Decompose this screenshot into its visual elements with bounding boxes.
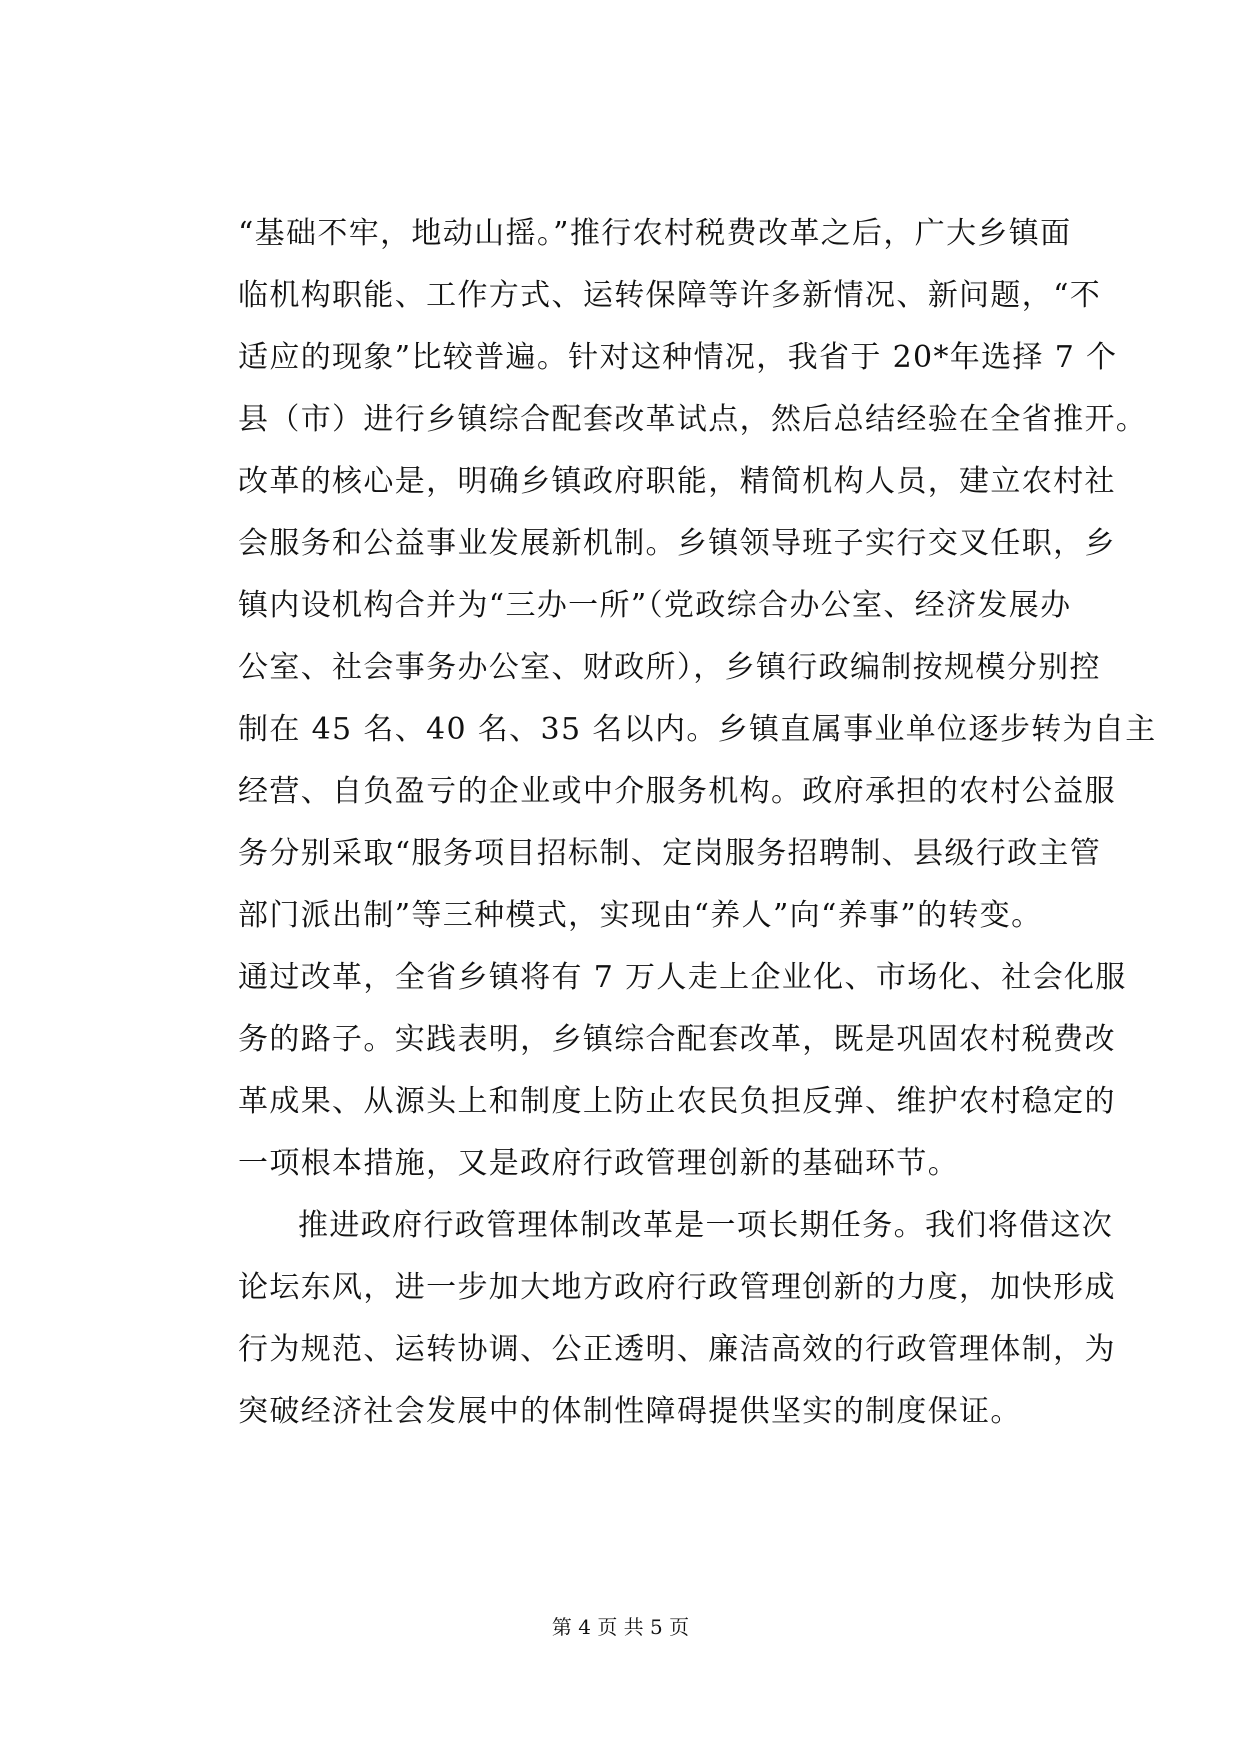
text-line: 推进政府行政管理体制改革是一项长期任务。我们将借这次 [298, 1208, 1114, 1243]
text-line: 通过改革，全省乡镇将有 7 万人走上企业化、市场化、社会化服 [238, 960, 1127, 995]
text-line: 公室、社会事务办公室、财政所），乡镇行政编制按规模分别控 [238, 650, 1101, 685]
text-line: 会服务和公益事业发展新机制。乡镇领导班子实行交叉任职，乡 [238, 526, 1116, 561]
text-line: “基础不牢，地动山摇。”推行农村税费改革之后，广大乡镇面 [238, 216, 1072, 251]
text-line: 镇内设机构合并为“三办一所”（党政综合办公室、经济发展办 [238, 588, 1072, 623]
text-line: 适应的现象”比较普遍。针对这种情况，我省于 20*年选择 7 个 [238, 340, 1118, 375]
text-line: 改革的核心是，明确乡镇政府职能，精简机构人员，建立农村社 [238, 464, 1116, 499]
text-line: 革成果、从源头上和制度上防止农民负担反弹、维护农村稳定的 [238, 1084, 1116, 1119]
text-line: 务的路子。实践表明，乡镇综合配套改革，既是巩固农村税费改 [238, 1022, 1116, 1057]
text-line: 论坛东风，进一步加大地方政府行政管理创新的力度，加快形成 [238, 1270, 1116, 1305]
text-line: 临机构职能、工作方式、运转保障等许多新情况、新问题，“不 [238, 278, 1102, 313]
text-line: 制在 45 名、40 名、35 名以内。乡镇直属事业单位逐步转为自主 [238, 712, 1157, 747]
paragraph-1 [238, 203, 1157, 1195]
text-line: 务分别采取“服务项目招标制、定岗服务招聘制、县级行政主管 [238, 836, 1102, 871]
text-line: 经营、自负盈亏的企业或中介服务机构。政府承担的农村公益服 [238, 774, 1116, 809]
paragraph-2 [238, 1195, 1116, 1443]
text-line: 突破经济社会发展中的体制性障碍提供坚实的制度保证。 [238, 1394, 1022, 1429]
text-line: 县（市）进行乡镇综合配套改革试点，然后总结经验在全省推开。 [238, 402, 1148, 437]
text-line: 部门派出制”等三种模式，实现由“养人”向“养事”的转变。 [238, 898, 1043, 933]
page-footer [0, 1614, 1241, 1640]
text-line: 行为规范、运转协调、公正透明、廉洁高效的行政管理体制，为 [238, 1332, 1116, 1367]
text-line: 一项根本措施，又是政府行政管理创新的基础环节。 [238, 1146, 960, 1181]
page-indicator: 第 4 页 共 5 页 [551, 1615, 690, 1639]
document-body [238, 203, 1157, 1443]
